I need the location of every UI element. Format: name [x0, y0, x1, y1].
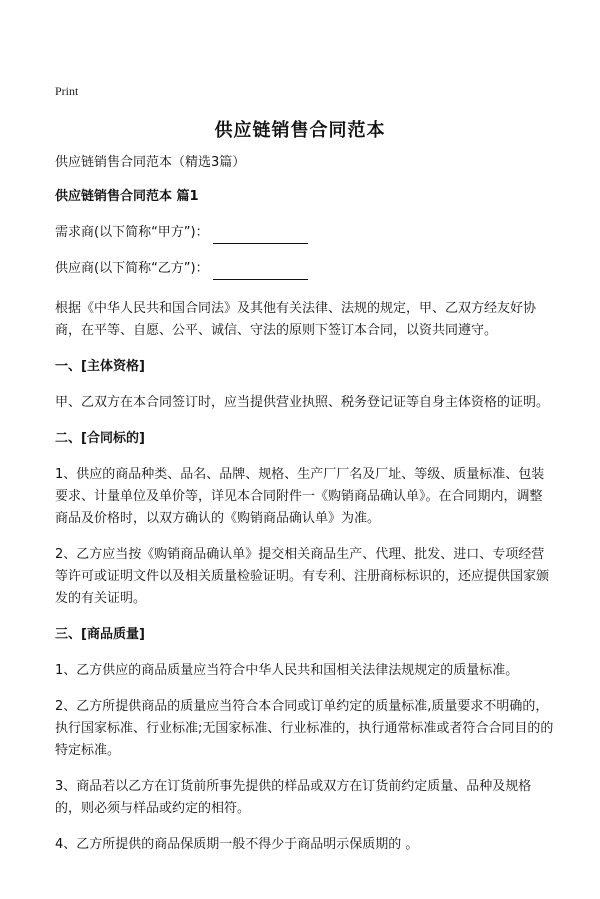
document-subtitle: 供应链销售合同范本（精选3篇） — [55, 155, 246, 170]
paragraph-product-quality-4: 4、乙方所提供的商品保质期一般不得少于商品明示保质期的 。 — [55, 837, 419, 852]
paragraph-contract-subject-2: 2、乙方应当按《购销商品确认单》提交相关商品生产、代理、批发、进口、专项经营等许可或证明文件以及相关质量检验证明。有专利、注册商标标识的，还应提供国家颁发的有关证明。 — [55, 547, 550, 606]
section-heading-product-quality: 三、[商品质量] — [55, 627, 145, 642]
intro-paragraph: 根据《中华人民共和国合同法》及其他有关法律、法规的规定，甲、乙双方经友好协商，在平等、自愿、公平、诚信、守法的原则下签订本合同，以资共同遵守。 — [55, 301, 537, 338]
document-body — [55, 152, 555, 856]
seller-label: 供应商(以下简称“乙方”)： — [55, 261, 209, 276]
document-title: 供应链销售合同范本 — [214, 120, 386, 141]
buyer-field — [55, 222, 555, 244]
paragraph-product-quality-2: 2、乙方所提供商品的质量应当符合本合同或订单约定的质量标准,质量要求不明确的，执行国家标准、行业标准;无国家标准、行业标准的，执行通常标准或者符合合同目的的特定标准。 — [55, 699, 554, 758]
paragraph-subject-qualification: 甲、乙双方在本合同签订时，应当提供营业执照、税务登记证等自身主体资格的证明。 — [55, 395, 550, 410]
seller-field — [55, 258, 555, 280]
section-heading-subject-qualification: 一、[主体资格] — [55, 359, 145, 374]
section-heading-contract-subject: 二、[合同标的] — [55, 431, 145, 446]
paragraph-contract-subject-1: 1、供应的商品种类、品名、品牌、规格、生产厂厂名及厂址、等级、质量标准、包装要求、计量单位及单价等，详见本合同附件一《购销商品确认单》。在合同期内，调整商品及价格时，以双方确认的《购销商品确认单》为准。 — [55, 467, 545, 526]
paragraph-product-quality-3: 3、商品若以乙方在订货前所事先提供的样品或双方在订货前约定质量、品种及规格的，则必须与样品或约定的相符。 — [55, 779, 532, 816]
section-title: 供应链销售合同范本 篇1 — [55, 189, 199, 204]
print-label: Print — [55, 84, 79, 98]
paragraph-product-quality-1: 1、乙方供应的商品质量应当符合中华人民共和国相关法律法规规定的质量标准。 — [55, 663, 519, 678]
buyer-label: 需求商(以下简称“甲方”)： — [55, 225, 209, 240]
buyer-blank-line — [213, 229, 308, 244]
seller-blank-line — [213, 265, 308, 280]
